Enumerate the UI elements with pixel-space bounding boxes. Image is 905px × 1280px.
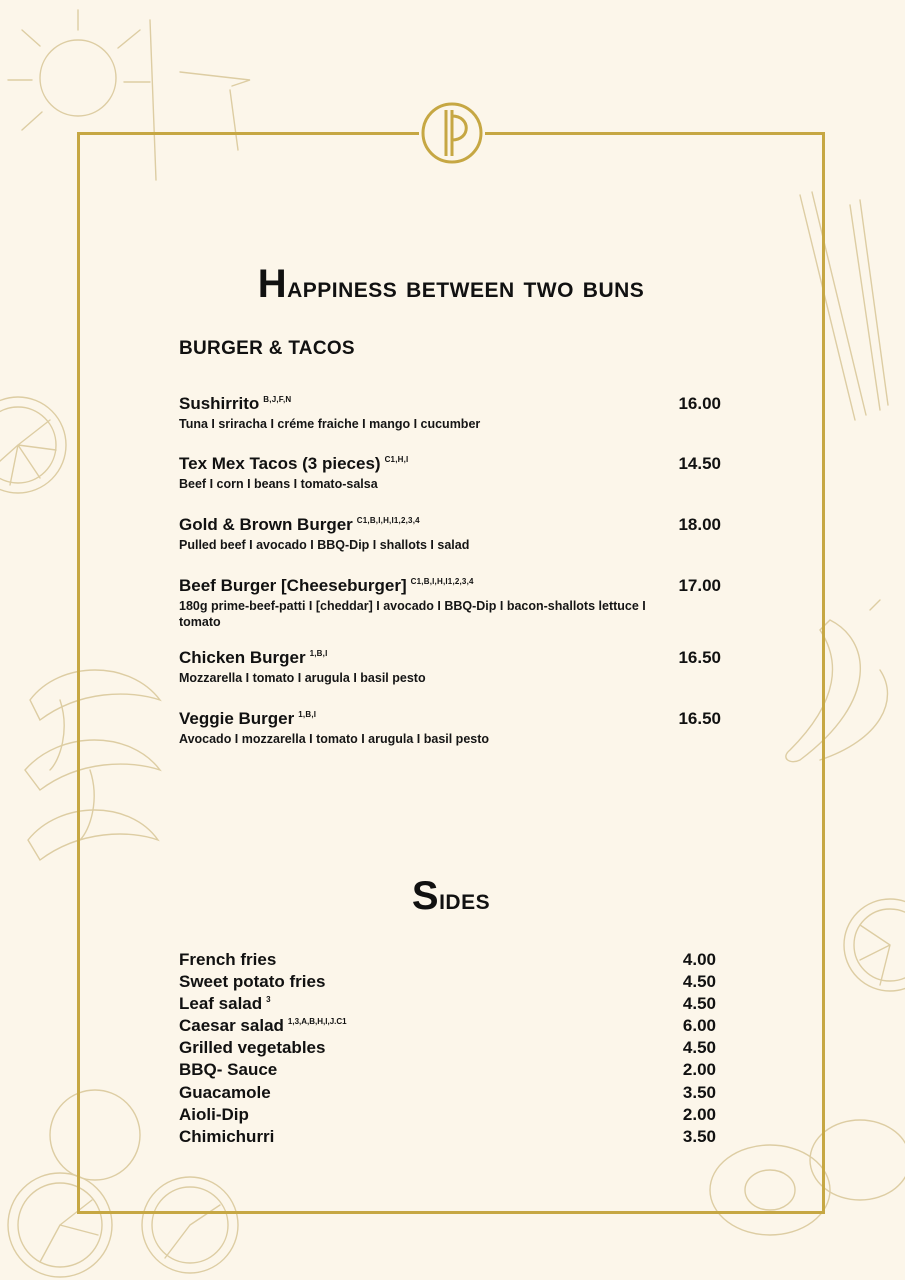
item-name: Beef Burger [Cheeseburger] [179, 576, 407, 595]
lemon-sketch-icon [0, 397, 66, 493]
item-allergens: 1,B,I [309, 649, 328, 658]
item-description: Tuna I sriracha I créme fraiche I mango I cucumber [179, 417, 481, 431]
menu-item [179, 575, 724, 630]
menu-item [179, 393, 724, 432]
item-allergens: C1,B,I,H,I1,2,3,4 [356, 516, 420, 525]
side-item [179, 1037, 719, 1059]
side-item [179, 1082, 719, 1104]
side-price: 3.50 [682, 1126, 716, 1146]
side-price: 2.00 [682, 1104, 716, 1124]
side-name: BBQ- Sauce [179, 1060, 278, 1080]
item-name: Sushirrito [179, 394, 260, 413]
burger-tacos-subtitle: BURGER & TACOS [179, 338, 355, 359]
item-price: 17.00 [678, 576, 721, 595]
side-price: 4.50 [682, 1038, 716, 1058]
side-price: 2.00 [682, 1060, 716, 1080]
item-allergens: C1,H,I [384, 455, 409, 464]
burgers-section-title: Happiness between two buns [257, 262, 645, 306]
side-name: Chimichurri [179, 1126, 275, 1146]
side-name: Guacamole [179, 1082, 271, 1102]
side-item [179, 949, 719, 971]
item-name: Chicken Burger [179, 648, 306, 667]
menu-item [179, 453, 724, 492]
sides-list [179, 949, 719, 1148]
menu-item [179, 514, 724, 553]
side-price: 4.00 [682, 950, 716, 969]
side-name: French fries [179, 950, 277, 969]
side-item [179, 1059, 719, 1081]
item-allergens: 1,B,I [298, 710, 317, 719]
side-item [179, 993, 719, 1015]
item-allergens: B,J,F,N [263, 395, 292, 404]
side-item [179, 1104, 719, 1126]
item-price: 16.50 [678, 648, 721, 667]
item-description: 180g prime-beef-patti I [cheddar] I avocado I BBQ-Dip I bacon-shallots lettuce I tomato [179, 599, 646, 629]
item-price: 14.50 [678, 454, 721, 473]
item-description: Mozzarella I tomato I arugula I basil pesto [179, 671, 426, 685]
side-name: Grilled vegetables [179, 1038, 326, 1058]
side-name: Caesar salad [179, 1016, 284, 1036]
side-price: 4.50 [682, 994, 716, 1014]
item-price: 16.50 [678, 709, 721, 728]
logo [419, 100, 485, 166]
item-name: Gold & Brown Burger [179, 515, 353, 534]
lime-sketch-icon [844, 899, 905, 991]
item-description: Avocado I mozzarella I tomato I arugula I basil pesto [179, 732, 490, 746]
item-price: 18.00 [678, 515, 721, 534]
sides-section-title: Sides [411, 874, 491, 918]
side-price: 3.50 [682, 1082, 716, 1102]
side-item [179, 1126, 719, 1148]
menu-item [179, 708, 724, 747]
logo-monogram-icon [419, 100, 485, 166]
side-price: 6.00 [682, 1016, 716, 1036]
side-item [179, 971, 719, 993]
item-description: Beef I corn I beans I tomato-salsa [179, 477, 378, 491]
side-name: Aioli-Dip [179, 1104, 249, 1124]
side-price: 4.50 [682, 972, 716, 992]
item-price: 16.00 [678, 394, 721, 413]
side-allergens: 1,3,A,B,H,I,J.C1 [287, 1017, 347, 1027]
side-name: Leaf salad [179, 994, 263, 1014]
menu-item [179, 647, 724, 686]
item-name: Veggie Burger [179, 709, 295, 728]
side-allergens: 3 [266, 995, 271, 1005]
side-name: Sweet potato fries [179, 972, 326, 992]
side-item [179, 1015, 719, 1037]
item-allergens: C1,B,I,H,I1,2,3,4 [410, 577, 474, 586]
item-name: Tex Mex Tacos (3 pieces) [179, 454, 381, 473]
item-description: Pulled beef I avocado I BBQ-Dip I shallots I salad [179, 538, 470, 552]
